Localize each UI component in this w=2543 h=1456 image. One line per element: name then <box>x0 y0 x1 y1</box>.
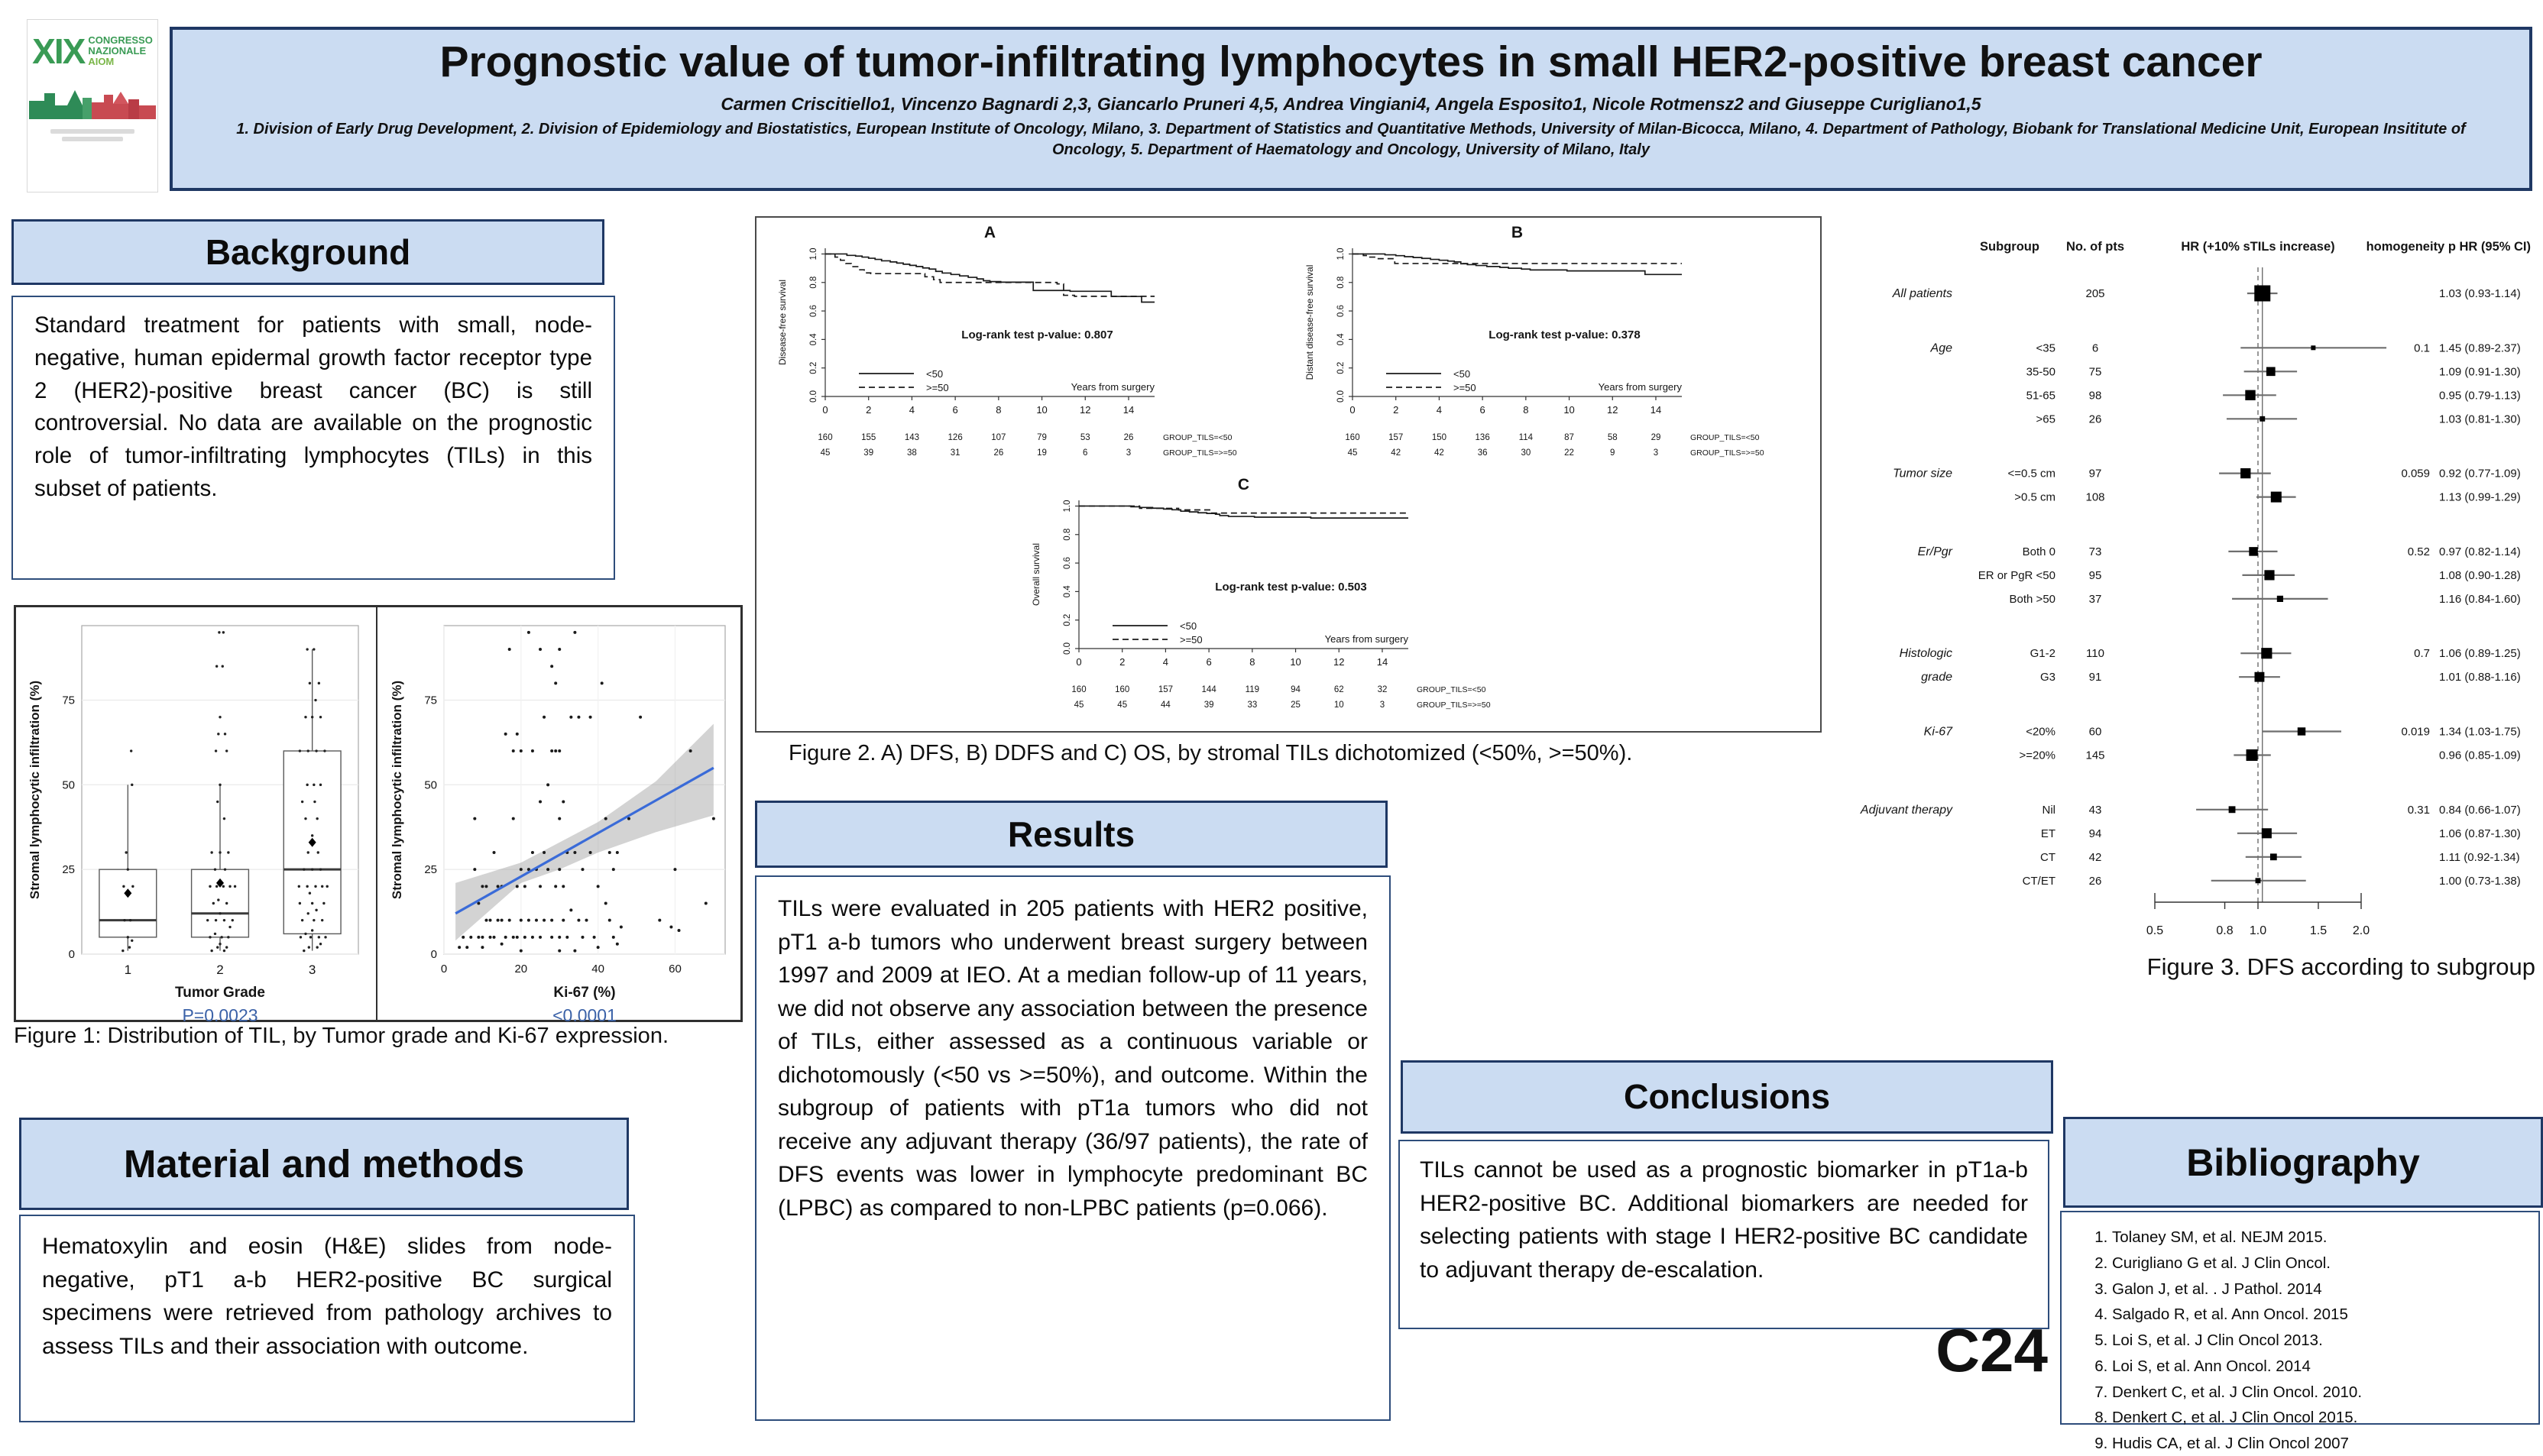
scatter-svg <box>383 615 734 1025</box>
svg-text:0.97 (0.82-1.14): 0.97 (0.82-1.14) <box>2439 545 2521 558</box>
title-banner <box>170 27 2532 191</box>
svg-text:143: 143 <box>904 433 920 442</box>
svg-text:39: 39 <box>863 448 874 458</box>
svg-text:50: 50 <box>424 778 437 792</box>
svg-text:Years from surgery: Years from surgery <box>1324 633 1408 645</box>
svg-text:Years from surgery: Years from surgery <box>1071 381 1155 393</box>
svg-text:0.95 (0.79-1.13): 0.95 (0.79-1.13) <box>2439 389 2521 403</box>
svg-text:26: 26 <box>2088 413 2102 426</box>
logo-aiom: AIOM <box>88 56 115 68</box>
svg-text:160: 160 <box>1115 685 1130 694</box>
svg-text:157: 157 <box>1158 685 1174 694</box>
svg-text:29: 29 <box>1651 433 1661 442</box>
svg-text:<35: <35 <box>2036 341 2055 355</box>
results-title: Results <box>1007 814 1135 854</box>
svg-text:160: 160 <box>1345 433 1360 442</box>
svg-text:1.03 (0.93-1.14): 1.03 (0.93-1.14) <box>2439 287 2521 300</box>
svg-text:0: 0 <box>822 404 828 416</box>
svg-text:33: 33 <box>1247 700 1258 710</box>
logo-skyline-graphic <box>28 72 157 122</box>
svg-text:0.92 (0.77-1.09): 0.92 (0.77-1.09) <box>2439 467 2521 480</box>
svg-text:43: 43 <box>2088 803 2102 817</box>
svg-text:26: 26 <box>2088 874 2102 888</box>
svg-text:0.6: 0.6 <box>1336 305 1346 318</box>
svg-text:75: 75 <box>2088 365 2102 379</box>
svg-text:0.4: 0.4 <box>1063 585 1072 598</box>
svg-text:0.0: 0.0 <box>1063 642 1072 655</box>
svg-text:0.4: 0.4 <box>1336 333 1346 346</box>
svg-text:0.2: 0.2 <box>809 361 818 374</box>
svg-text:75: 75 <box>424 694 437 707</box>
svg-text:A: A <box>983 224 996 241</box>
svg-text:1.5: 1.5 <box>2309 924 2328 937</box>
svg-text:6: 6 <box>1479 404 1485 416</box>
svg-text:1.0: 1.0 <box>1063 500 1072 513</box>
svg-text:58: 58 <box>1607 433 1618 442</box>
svg-text:51-65: 51-65 <box>2026 389 2055 403</box>
bibliography-item: 6. Loi S, et al. Ann Oncol. 2014 <box>2112 1355 2528 1379</box>
svg-text:35-50: 35-50 <box>2026 365 2055 379</box>
svg-text:2: 2 <box>1393 404 1399 416</box>
svg-text:1.11 (0.92-1.34): 1.11 (0.92-1.34) <box>2439 850 2520 864</box>
svg-text:8: 8 <box>1249 656 1255 668</box>
svg-text:0.6: 0.6 <box>1063 557 1072 570</box>
svg-text:>=20%: >=20% <box>2019 749 2055 762</box>
bibliography-list <box>2072 1226 2528 1456</box>
svg-text:P=0.0023: P=0.0023 <box>182 1005 258 1025</box>
background-text: Standard treatment for patients with small, node-negative, human epidermal growth factor receptor type 2 (HER2)-positive breast cancer (BC) is still controversial. No data are available on the prognostic role of tumor-infiltrating lymphocytes (TILs) in this subset of patients. <box>34 312 592 501</box>
svg-text:32: 32 <box>1377 685 1388 694</box>
svg-text:1.06 (0.87-1.30): 1.06 (0.87-1.30) <box>2439 827 2521 840</box>
svg-text:>=50: >=50 <box>1180 634 1203 645</box>
svg-text:97: 97 <box>2088 467 2102 480</box>
boxplot-svg <box>21 615 372 1025</box>
svg-text:73: 73 <box>2088 545 2102 558</box>
km-svg-B <box>1296 222 1800 471</box>
conclusions-text: TILs cannot be used as a prognostic biomarker in pT1a-b HER2-positive BC. Additional biomarkers are needed for selecting patients with stage I HER2-positive BC candidate to adjuvant therapy de-escalation. <box>1420 1157 2028 1283</box>
svg-text:GROUP_TILS=>=50: GROUP_TILS=>=50 <box>1163 448 1237 458</box>
svg-text:79: 79 <box>1037 433 1047 442</box>
svg-text:45: 45 <box>1117 700 1128 710</box>
svg-text:98: 98 <box>2088 389 2102 403</box>
svg-text:1.0: 1.0 <box>2249 924 2267 937</box>
svg-text:Stromal lymphocytic infiltrati: Stromal lymphocytic infiltration (%) <box>28 680 42 900</box>
svg-text:G1-2: G1-2 <box>2030 647 2055 661</box>
svg-text:136: 136 <box>1475 433 1490 442</box>
svg-text:1.09 (0.91-1.30): 1.09 (0.91-1.30) <box>2439 365 2521 379</box>
svg-text:>=50: >=50 <box>1453 382 1476 393</box>
svg-text:0.059: 0.059 <box>2401 467 2430 480</box>
svg-text:36: 36 <box>1477 448 1488 458</box>
svg-text:homogeneity p HR (95% CI): homogeneity p HR (95% CI) <box>2366 240 2531 254</box>
methods-section-header <box>19 1118 629 1210</box>
svg-text:Both >50: Both >50 <box>2009 592 2055 606</box>
bibliography-item: 3. Galon J, et al. . J Pathol. 2014 <box>2112 1278 2528 1302</box>
background-section-header <box>11 219 604 285</box>
svg-text:Ki-67 (%): Ki-67 (%) <box>553 985 616 1001</box>
svg-text:40: 40 <box>591 963 604 976</box>
svg-text:Subgroup: Subgroup <box>1980 240 2039 254</box>
svg-text:155: 155 <box>861 433 876 442</box>
svg-text:6: 6 <box>1083 448 1088 458</box>
logo-fineprint-bar2 <box>62 137 123 141</box>
bibliography-item: 2. Curigliano G et al. J Clin Oncol. <box>2112 1252 2528 1276</box>
svg-text:6: 6 <box>1206 656 1212 668</box>
svg-text:0.31: 0.31 <box>2407 803 2430 817</box>
svg-text:Disease-free survival: Disease-free survival <box>777 279 788 366</box>
svg-text:3: 3 <box>1653 448 1659 458</box>
svg-text:107: 107 <box>991 433 1006 442</box>
svg-text:2.0: 2.0 <box>2352 924 2370 937</box>
svg-text:12: 12 <box>1080 404 1091 416</box>
conclusions-section-header <box>1401 1060 2053 1134</box>
svg-text:0: 0 <box>1076 656 1082 668</box>
svg-text:Nil: Nil <box>2042 803 2055 817</box>
svg-text:110: 110 <box>2086 647 2104 661</box>
svg-text:0: 0 <box>1349 404 1356 416</box>
svg-text:1.0: 1.0 <box>1336 248 1346 260</box>
svg-text:<50: <50 <box>926 368 944 380</box>
svg-text:Years from surgery: Years from surgery <box>1598 381 1682 393</box>
svg-text:10: 10 <box>1333 700 1344 710</box>
svg-text:3: 3 <box>1379 700 1385 710</box>
svg-text:6: 6 <box>2091 341 2099 355</box>
svg-text:12: 12 <box>1333 656 1345 668</box>
svg-text:0.6: 0.6 <box>809 305 818 318</box>
svg-text:4: 4 <box>1162 656 1169 668</box>
svg-text:14: 14 <box>1122 404 1135 416</box>
svg-text:37: 37 <box>2088 592 2102 606</box>
methods-text: Hematoxylin and eosin (H&E) slides from node-negative, pT1 a-b HER2-positive BC surgical specimens were retrieved from pathology archives to assess TILs and their association with outcome. <box>42 1234 612 1359</box>
svg-text:0.1: 0.1 <box>2414 341 2430 355</box>
svg-text:12: 12 <box>1607 404 1618 416</box>
svg-text:0.7: 0.7 <box>2414 647 2430 661</box>
svg-text:<50: <50 <box>1180 620 1197 632</box>
figure1-divider <box>376 607 377 1020</box>
figure1-panel <box>14 605 743 1025</box>
svg-text:42: 42 <box>1391 448 1401 458</box>
svg-text:114: 114 <box>1518 433 1534 442</box>
svg-text:GROUP_TILS=<50: GROUP_TILS=<50 <box>1690 433 1760 442</box>
bibliography-title: Bibliography <box>2186 1141 2420 1184</box>
svg-text:Log-rank test p-value: 0.807: Log-rank test p-value: 0.807 <box>961 328 1113 341</box>
svg-text:Overall survival: Overall survival <box>1031 542 1041 607</box>
svg-text:20: 20 <box>514 963 528 976</box>
svg-text:145: 145 <box>2085 749 2105 762</box>
svg-text:Log-rank test p-value: 0.503: Log-rank test p-value: 0.503 <box>1215 581 1367 594</box>
results-text: TILs were evaluated in 205 patients with HER2 positive, pT1 a-b tumors who underwent breast surgery between 1997 and 2009 at IEO. At a median follow-up of 11 years, we did not observe any association between the presence of TILs, either assessed as a continuous variable or dichotomously (<50 vs >=50%), and outcome. Within the subgroup of patients with pT1a tumors who did not receive any adjuvant therapy (36/97 patients), the rate of DFS events was lower in lymphocyte predominant BC (LPBC) as compared to non-LPBC patients (p=0.066). <box>778 896 1368 1221</box>
svg-text:91: 91 <box>2088 671 2102 684</box>
svg-text:0.84 (0.66-1.07): 0.84 (0.66-1.07) <box>2439 803 2521 817</box>
svg-text:26: 26 <box>993 448 1004 458</box>
bibliography-item: 4. Salgado R, et al. Ann Oncol. 2015 <box>2112 1303 2528 1327</box>
figure2-panel <box>755 216 1822 733</box>
methods-title: Material and methods <box>123 1142 525 1186</box>
svg-text:CT: CT <box>2040 850 2055 864</box>
figure2-caption: Figure 2. A) DFS, B) DDFS and C) OS, by stromal TILs dichotomized (<50%, >=50%). <box>789 741 1633 765</box>
svg-text:144: 144 <box>1201 685 1216 694</box>
svg-text:0.8: 0.8 <box>2216 924 2234 937</box>
svg-text:1.16 (0.84-1.60): 1.16 (0.84-1.60) <box>2439 592 2521 606</box>
svg-text:0: 0 <box>440 963 448 976</box>
svg-text:160: 160 <box>818 433 833 442</box>
logo-xix-text: XIX <box>32 31 85 71</box>
svg-text:25: 25 <box>1291 700 1301 710</box>
svg-text:2: 2 <box>866 404 872 416</box>
svg-text:3: 3 <box>1126 448 1132 458</box>
svg-text:GROUP_TILS=<50: GROUP_TILS=<50 <box>1163 433 1233 442</box>
poster-title: Prognostic value of tumor-infiltrating lymphocytes in small HER2-positive breast cancer <box>439 37 2263 86</box>
svg-text:1.13 (0.99-1.29): 1.13 (0.99-1.29) <box>2439 490 2521 504</box>
svg-text:94: 94 <box>1291 685 1301 694</box>
svg-text:0: 0 <box>68 948 75 961</box>
svg-text:10: 10 <box>1290 656 1301 668</box>
logo-congresso: CONGRESSO <box>88 34 153 46</box>
forest-svg <box>1826 220 2538 946</box>
svg-text:grade: grade <box>1921 671 1952 684</box>
svg-text:53: 53 <box>1080 433 1090 442</box>
svg-text:Histologic: Histologic <box>1899 647 1952 661</box>
background-title: Background <box>205 232 411 272</box>
svg-text:1: 1 <box>124 963 132 977</box>
svg-text:Both 0: Both 0 <box>2022 545 2055 558</box>
svg-text:Ki-67: Ki-67 <box>1923 725 1952 739</box>
svg-text:126: 126 <box>948 433 963 442</box>
poster-authors: Carmen Criscitiello1, Vincenzo Bagnardi 2,3, Giancarlo Pruneri 4,5, Andrea Vingiani4, Angela Esposito1, Nicole Rotmensz2 and Giuseppe Curigliano1,5 <box>721 93 1981 114</box>
svg-text:4: 4 <box>1436 404 1443 416</box>
svg-text:6: 6 <box>952 404 958 416</box>
svg-text:108: 108 <box>2085 490 2105 504</box>
bibliography-item: 9. Hudis CA, et al. J Clin Oncol 2007 <box>2112 1432 2528 1456</box>
svg-text:4: 4 <box>909 404 915 416</box>
svg-text:205: 205 <box>2085 287 2105 300</box>
svg-text:Tumor size: Tumor size <box>1893 467 1952 480</box>
svg-text:10: 10 <box>1563 404 1575 416</box>
svg-text:0.2: 0.2 <box>1336 361 1346 374</box>
svg-text:160: 160 <box>1071 685 1087 694</box>
svg-text:HR (+10% sTILs increase): HR (+10% sTILs increase) <box>2181 240 2335 254</box>
svg-text:60: 60 <box>669 963 682 976</box>
poster-affiliations: 1. Division of Early Drug Development, 2. Division of Epidemiology and Biostatistics, European Institute of Oncology, Milano, 3. Department of Statistics and Quantitative Methods, University of Milan-Bicocca, Milano, 4. Department of Pathology, Biobank for Translational Medicine Unit, European Insititute of Oncology, 5. Department of Haematology and Oncology, University of Milano, Italy <box>236 120 2466 158</box>
svg-text:19: 19 <box>1037 448 1047 458</box>
svg-text:10: 10 <box>1036 404 1048 416</box>
svg-text:45: 45 <box>1347 448 1358 458</box>
svg-text:150: 150 <box>1431 433 1447 442</box>
logo-text-row <box>28 31 157 72</box>
svg-text:0.8: 0.8 <box>1063 528 1072 541</box>
svg-text:42: 42 <box>2088 850 2102 864</box>
svg-text:26: 26 <box>1123 433 1134 442</box>
svg-text:94: 94 <box>2088 827 2102 840</box>
svg-text:C: C <box>1237 476 1250 493</box>
svg-text:No. of pts: No. of pts <box>2065 240 2125 254</box>
logo-fineprint-bar <box>50 129 134 134</box>
svg-text:14: 14 <box>1650 404 1662 416</box>
figure1-caption: Figure 1: Distribution of TIL, by Tumor grade and Ki-67 expression. <box>14 1024 669 1048</box>
svg-text:1.00 (0.73-1.38): 1.00 (0.73-1.38) <box>2439 874 2521 888</box>
figure3-caption: Figure 3. DFS according to subgroup <box>2146 953 2535 980</box>
poster-code: C24 <box>1936 1316 2048 1384</box>
svg-text:0.52: 0.52 <box>2407 545 2430 558</box>
svg-text:25: 25 <box>424 863 437 877</box>
svg-text:75: 75 <box>62 694 75 707</box>
svg-text:B: B <box>1511 224 1524 241</box>
results-text-box <box>755 875 1391 1421</box>
svg-text:2: 2 <box>1119 656 1126 668</box>
svg-text:Age: Age <box>1930 341 1952 355</box>
svg-text:Tumor Grade: Tumor Grade <box>175 985 265 1001</box>
svg-text:1.0: 1.0 <box>809 248 818 260</box>
svg-text:>=50: >=50 <box>926 382 949 393</box>
svg-text:<20%: <20% <box>2026 725 2055 739</box>
svg-text:50: 50 <box>62 778 75 792</box>
svg-text:0.8: 0.8 <box>809 276 818 289</box>
svg-text:GROUP_TILS=>=50: GROUP_TILS=>=50 <box>1417 700 1491 710</box>
svg-text:30: 30 <box>1521 448 1531 458</box>
svg-text:0.96 (0.85-1.09): 0.96 (0.85-1.09) <box>2439 749 2521 762</box>
svg-text:Log-rank test p-value: 0.378: Log-rank test p-value: 0.378 <box>1489 328 1641 341</box>
svg-text:1.45 (0.89-2.37): 1.45 (0.89-2.37) <box>2439 341 2521 355</box>
svg-text:1.34 (1.03-1.75): 1.34 (1.03-1.75) <box>2439 725 2521 739</box>
bibliography-item: 8. Denkert C, et al. J Clin Oncol 2015. <box>2112 1406 2528 1430</box>
svg-text:87: 87 <box>1564 433 1574 442</box>
km-panel-c-chart <box>1022 474 1527 726</box>
svg-text:42: 42 <box>1434 448 1444 458</box>
conclusions-title: Conclusions <box>1623 1077 1831 1116</box>
km-panel-a-chart <box>769 222 1273 474</box>
bibliography-item: 5. Loi S, et al. J Clin Oncol 2013. <box>2112 1329 2528 1353</box>
logo-nazionale: NAZIONALE <box>88 44 147 57</box>
svg-text:39: 39 <box>1203 700 1214 710</box>
svg-text:62: 62 <box>1333 685 1344 694</box>
results-section-header <box>755 801 1388 868</box>
conclusions-text-box <box>1398 1140 2049 1329</box>
svg-text:CT/ET: CT/ET <box>2022 874 2055 888</box>
svg-text:All patients: All patients <box>1892 287 1952 300</box>
svg-text:157: 157 <box>1388 433 1404 442</box>
congress-logo <box>27 19 158 193</box>
svg-text:9: 9 <box>1610 448 1615 458</box>
svg-text:119: 119 <box>1245 685 1260 694</box>
svg-text:0.2: 0.2 <box>1063 613 1072 626</box>
bibliography-item: 1. Tolaney SM, et al. NEJM 2015. <box>2112 1226 2528 1250</box>
svg-text:<50: <50 <box>1453 368 1471 380</box>
svg-text:ET: ET <box>2040 827 2055 840</box>
svg-text:<0.0001: <0.0001 <box>552 1005 617 1025</box>
svg-text:60: 60 <box>2088 725 2102 739</box>
svg-text:22: 22 <box>1564 448 1574 458</box>
svg-text:GROUP_TILS=>=50: GROUP_TILS=>=50 <box>1690 448 1764 458</box>
svg-text:0.4: 0.4 <box>809 333 818 346</box>
svg-text:<=0.5 cm: <=0.5 cm <box>2007 467 2055 480</box>
svg-text:0.019: 0.019 <box>2401 725 2430 739</box>
svg-text:0.0: 0.0 <box>809 390 818 403</box>
svg-text:Stromal lymphocytic infiltrati: Stromal lymphocytic infiltration (%) <box>390 680 404 900</box>
svg-text:25: 25 <box>62 863 75 877</box>
svg-text:45: 45 <box>820 448 831 458</box>
svg-text:ER or PgR <50: ER or PgR <50 <box>1978 568 2055 582</box>
km-panel-b-chart <box>1296 222 1800 474</box>
svg-text:Distant disease-free survival: Distant disease-free survival <box>1304 264 1315 380</box>
svg-text:0.0: 0.0 <box>1336 390 1346 403</box>
svg-text:0: 0 <box>430 948 437 961</box>
svg-text:31: 31 <box>950 448 961 458</box>
svg-text:Adjuvant therapy: Adjuvant therapy <box>1860 803 1952 817</box>
svg-text:8: 8 <box>1523 404 1529 416</box>
svg-text:G3: G3 <box>2039 671 2055 684</box>
km-svg-C <box>1022 474 1527 723</box>
methods-text-box <box>19 1215 635 1422</box>
svg-text:2: 2 <box>216 963 224 977</box>
figure3-forest-chart <box>1826 220 2538 950</box>
svg-text:>0.5 cm: >0.5 cm <box>2014 490 2055 504</box>
svg-text:45: 45 <box>1074 700 1084 710</box>
svg-text:0.5: 0.5 <box>2146 924 2164 937</box>
logo-congress-text <box>88 35 153 68</box>
figure1-scatter-chart <box>383 615 734 1025</box>
svg-text:1.01 (0.88-1.16): 1.01 (0.88-1.16) <box>2439 671 2521 684</box>
svg-text:Er/Pgr: Er/Pgr <box>1917 545 1952 558</box>
svg-text:44: 44 <box>1161 700 1171 710</box>
svg-text:95: 95 <box>2088 568 2102 582</box>
bibliography-section-header <box>2063 1117 2543 1208</box>
svg-text:1.06 (0.89-1.25): 1.06 (0.89-1.25) <box>2439 647 2521 661</box>
svg-text:3: 3 <box>308 963 316 977</box>
svg-text:0.8: 0.8 <box>1336 276 1346 289</box>
svg-text:38: 38 <box>907 448 917 458</box>
svg-text:GROUP_TILS=<50: GROUP_TILS=<50 <box>1417 685 1486 694</box>
svg-text:1.03 (0.81-1.30): 1.03 (0.81-1.30) <box>2439 413 2521 426</box>
km-svg-A <box>769 222 1273 471</box>
svg-text:8: 8 <box>996 404 1002 416</box>
svg-text:1.08 (0.90-1.28): 1.08 (0.90-1.28) <box>2439 568 2521 582</box>
background-text-box <box>11 296 615 580</box>
svg-text:14: 14 <box>1376 656 1388 668</box>
bibliography-item: 7. Denkert C, et al. J Clin Oncol. 2010. <box>2112 1381 2528 1405</box>
bibliography-list-box <box>2060 1211 2540 1452</box>
figure1-boxplot-chart <box>21 615 372 1025</box>
svg-text:>65: >65 <box>2036 413 2055 426</box>
